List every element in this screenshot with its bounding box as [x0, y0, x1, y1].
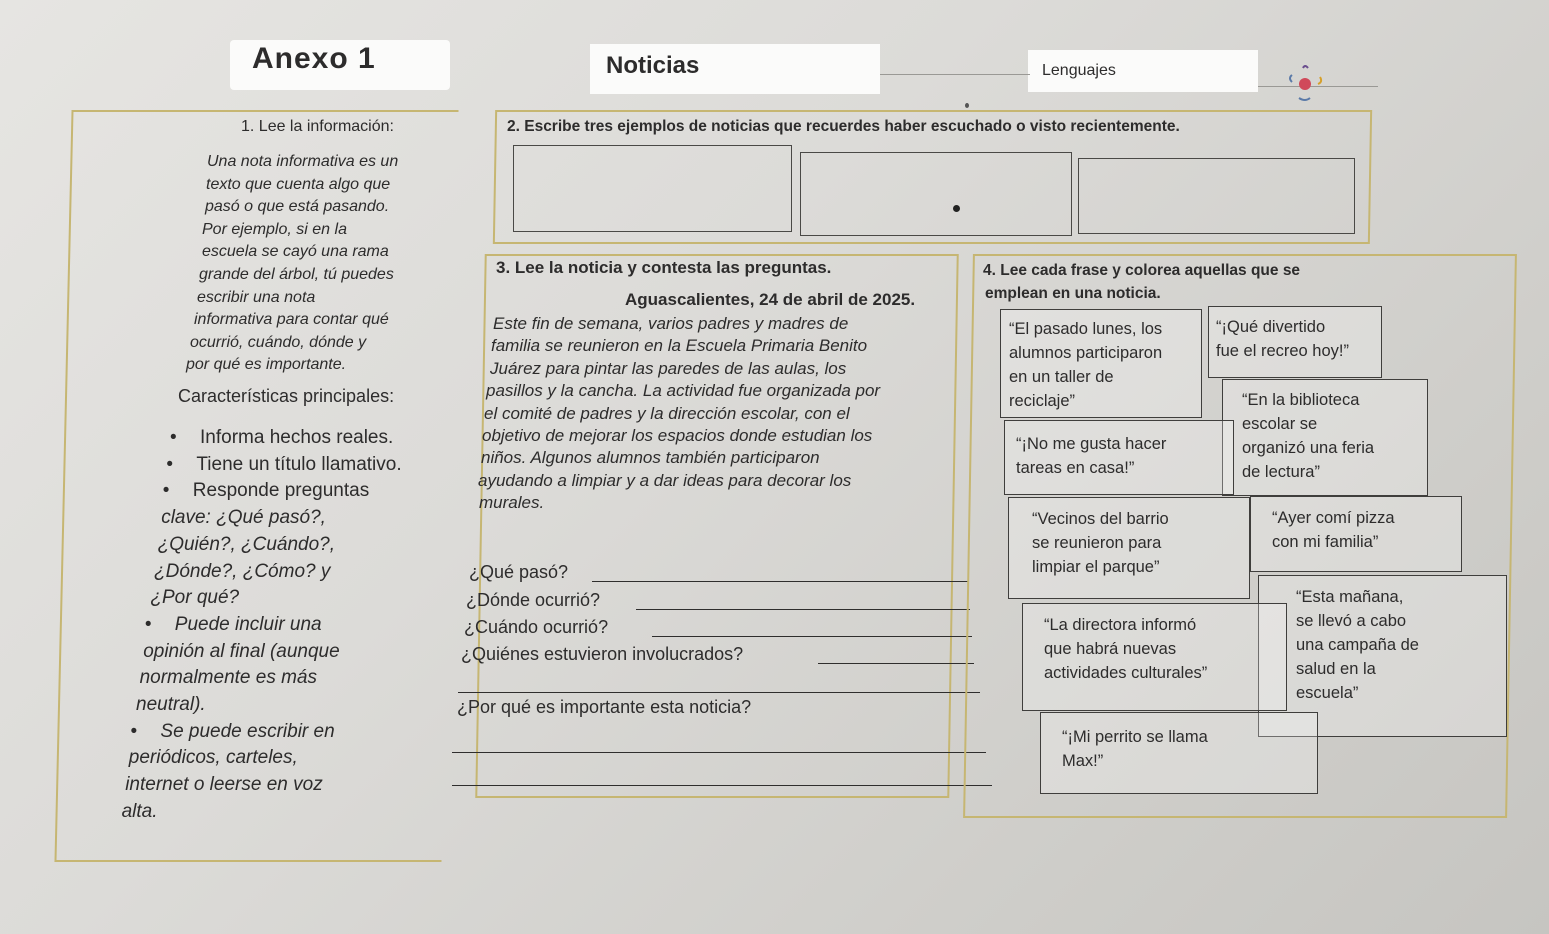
phrase-line: actividades culturales” [1044, 664, 1208, 682]
characteristic-text: Se puede escribir en [160, 720, 335, 742]
phrase-line: “¡No me gusta hacer [1016, 435, 1167, 453]
bullet-dot-icon: • [144, 613, 152, 635]
dot-mark [965, 103, 969, 108]
phrase-line: organizó una feria [1242, 439, 1375, 457]
example-box-1[interactable] [513, 145, 792, 232]
intro-line: texto que cuenta algo que [206, 175, 391, 193]
phrase-line: con mi familia” [1272, 533, 1379, 551]
answer-line[interactable] [818, 663, 974, 664]
phrase-line: una campaña de [1296, 636, 1419, 654]
example-box-3[interactable] [1078, 158, 1355, 234]
bullet-dot-icon: • [130, 720, 138, 742]
characteristic-text: normalmente es más [139, 667, 317, 689]
characteristic-line [158, 532, 335, 559]
intro-line: Una nota informativa es un [207, 153, 399, 170]
phrase-line: “La directora informó [1044, 616, 1197, 634]
characteristic-text: ¿Quién?, ¿Cuándo?, [157, 533, 336, 555]
characteristic-text: Puede incluir una [174, 613, 322, 635]
phrase-line: de lectura” [1242, 463, 1320, 481]
phrase-line: salud en la [1296, 660, 1376, 678]
characteristic-text: ¿Dónde?, ¿Cómo? y [154, 560, 331, 582]
dot-mark [953, 205, 960, 212]
answer-line[interactable] [452, 752, 986, 753]
intro-line: grande del árbol, tú puedes [199, 265, 394, 283]
news-body [478, 313, 880, 515]
characteristic-line [161, 505, 326, 532]
characteristic-text: ¿Por qué? [150, 587, 240, 609]
characteristic-line [125, 772, 323, 799]
phrase-line: en un taller de [1009, 368, 1114, 386]
news-body-line: Este fin de semana, varios padres y madres de [493, 314, 849, 333]
section2-heading: 2. Escribe tres ejemplos de noticias que recuerdes haber escuchado o visto recientemente. [507, 118, 1180, 135]
answer-line[interactable] [592, 581, 968, 582]
answer-line[interactable] [452, 785, 992, 786]
section4-heading-line2: emplean en una noticia. [985, 285, 1161, 302]
answer-line[interactable] [458, 692, 980, 693]
phrase-line: alumnos participaron [1009, 344, 1163, 362]
info-intro-text [186, 151, 467, 377]
characteristic-line [162, 478, 370, 505]
characteristic-text: Tiene un título llamativo. [196, 453, 402, 475]
answer-line[interactable] [636, 609, 970, 610]
characteristic-line [136, 692, 206, 719]
phrase-line: tareas en casa!” [1016, 459, 1135, 477]
characteristic-line [130, 719, 335, 746]
intro-line: por qué es importante. [186, 356, 347, 374]
characteristic-text: internet o leerse en voz [125, 774, 323, 796]
characteristic-text: opinión al final (aunque [143, 640, 340, 662]
characteristic-text: clave: ¿Qué pasó?, [161, 507, 326, 529]
news-body-line: niños. Algunos alumnos también participaron [481, 448, 820, 468]
header-rule [880, 74, 1030, 75]
section1-heading: 1. Lee la información: [241, 118, 394, 135]
phrase-line: Max!” [1062, 752, 1104, 770]
question-label: ¿Qué pasó? [469, 562, 569, 582]
characteristics-title: Características principales: [178, 386, 395, 406]
phrase-text [1062, 725, 1208, 773]
characteristic-line [122, 799, 158, 826]
section3-heading: 3. Lee la noticia y contesta las preguntas. [496, 258, 832, 277]
question-label: ¿Dónde ocurrió? [466, 590, 601, 610]
characteristic-line [170, 425, 394, 452]
characteristic-text: periódicos, carteles, [128, 747, 298, 769]
phrase-text [1016, 432, 1166, 480]
characteristic-text: neutral). [136, 694, 206, 715]
phrase-line: escuela” [1296, 684, 1359, 702]
characteristic-line [144, 612, 322, 639]
characteristic-line [166, 452, 402, 479]
phrase-line: limpiar el parque” [1032, 558, 1160, 576]
intro-line: escuela se cayó una rama [202, 243, 389, 261]
phrase-line: reciclaje” [1009, 392, 1076, 410]
question-label: ¿Quiénes estuvieron involucrados? [461, 644, 744, 664]
phrase-line: se reunieron para [1032, 534, 1162, 552]
phrase-line: “¡Mi perrito se llama [1062, 728, 1208, 746]
phrase-line: “¡Qué divertido [1216, 318, 1326, 336]
intro-line: informativa para contar qué [194, 311, 389, 329]
phrase-text [1009, 317, 1162, 413]
news-body-line: el comité de padres y la dirección escolar, con el [484, 403, 850, 423]
page-title: Noticias [606, 52, 700, 79]
news-body-line: familia se reunieron en la Escuela Primaria Benito [491, 336, 868, 356]
intro-line: Por ejemplo, si en la [202, 220, 347, 238]
section4-heading [983, 259, 1300, 305]
bullet-dot-icon: • [162, 480, 170, 502]
question-label: ¿Por qué es importante esta noticia? [457, 697, 752, 717]
phrase-text [1296, 585, 1419, 705]
characteristic-text: alta. [121, 800, 158, 822]
phrase-text [1242, 388, 1374, 484]
phrase-line: “El pasado lunes, los [1009, 320, 1163, 338]
bullet-dot-icon: • [170, 427, 177, 448]
example-box-2[interactable] [800, 152, 1072, 236]
intro-line: pasó o que está pasando. [205, 198, 390, 216]
news-dateline: Aguascalientes, 24 de abril de 2025. [625, 290, 916, 309]
news-body-line: objetivo de mejorar los espacios donde estudian los [482, 426, 873, 446]
phrase-line: se llevó a cabo [1296, 612, 1407, 630]
phrase-text [1272, 506, 1395, 554]
news-body-line: ayudando a limpiar y a dar ideas para decorar los [478, 470, 852, 490]
phrase-line: escolar se [1242, 415, 1318, 433]
characteristic-line [150, 585, 239, 612]
news-body-line: murales. [479, 493, 545, 513]
answer-line[interactable] [652, 636, 972, 637]
phrase-line: “Ayer comí pizza [1272, 509, 1395, 527]
subject-label: Lenguajes [1042, 62, 1116, 79]
characteristic-text: Responde preguntas [192, 480, 370, 502]
phrase-line: “Esta mañana, [1296, 588, 1404, 606]
intro-line: ocurrió, cuándo, dónde y [190, 333, 367, 351]
section4-heading-line1: 4. Lee cada frase y colorea aquellas que se [983, 262, 1301, 279]
bullet-dot-icon: • [166, 453, 174, 475]
characteristic-line [154, 559, 330, 586]
news-body-line: pasillos y la cancha. La actividad fue organizada por [486, 381, 881, 401]
phrase-text [1216, 315, 1349, 363]
phrase-text [1044, 613, 1207, 685]
characteristic-line [129, 745, 298, 772]
characteristic-text: Informa hechos reales. [200, 427, 394, 448]
phrase-text [1032, 507, 1169, 579]
characteristic-line [143, 639, 340, 666]
intro-line: escribir una nota [197, 288, 316, 306]
phrase-line: que habrá nuevas [1044, 640, 1177, 658]
news-body-line: Juárez para pintar las paredes de las aulas, los [490, 358, 847, 378]
question-label: ¿Cuándo ocurrió? [464, 617, 609, 637]
phrase-line: fue el recreo hoy!” [1216, 342, 1349, 360]
annex-title: Anexo 1 [252, 42, 376, 75]
phrase-line: “En la biblioteca [1242, 391, 1360, 409]
characteristic-line [140, 665, 317, 692]
phrase-line: “Vecinos del barrio [1032, 510, 1169, 528]
flower-logo-icon [1282, 54, 1332, 110]
